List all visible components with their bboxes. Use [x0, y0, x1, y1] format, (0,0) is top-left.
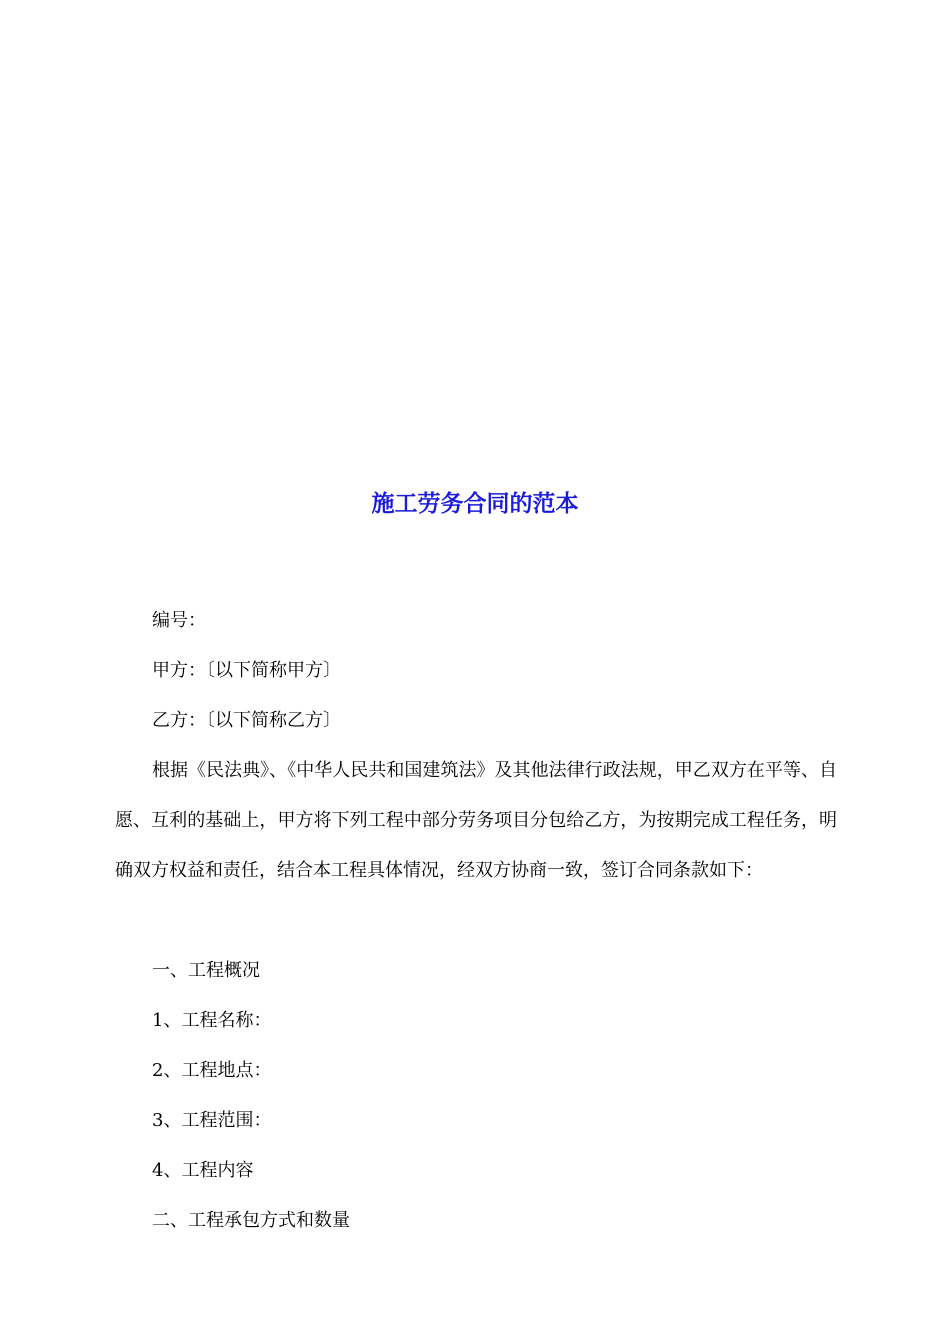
document-title: 施工劳务合同的范本	[371, 490, 579, 517]
section-item: 2、工程地点：	[152, 1060, 272, 1081]
contract-sections	[115, 946, 837, 1246]
section-heading: 二、工程承包方式和数量	[152, 1210, 350, 1231]
party-b-field: 乙方：〔以下简称乙方〕	[152, 710, 341, 731]
section-item: 4、工程内容	[152, 1160, 254, 1181]
party-a-field: 甲方：〔以下简称甲方〕	[152, 660, 341, 681]
contract-number-field: 编号：	[152, 610, 206, 631]
intro-paragraph: 根据《民法典》、《中华人民共和国建筑法》及其他法律行政法规，甲乙双方在平等、自愿、互利的基础上，甲方将下列工程中部分劳务项目分包给乙方，为按期完成工程任务，明确双方权益和责任，结合本工程具体情况，经双方协商一致，签订合同条款如下：	[115, 760, 837, 881]
section-item: 3、工程范围：	[152, 1110, 272, 1131]
intro-paragraph-block	[115, 746, 837, 896]
contract-fields	[115, 596, 837, 746]
section-heading: 一、工程概况	[152, 960, 260, 981]
section-item: 1、工程名称：	[152, 1010, 272, 1031]
